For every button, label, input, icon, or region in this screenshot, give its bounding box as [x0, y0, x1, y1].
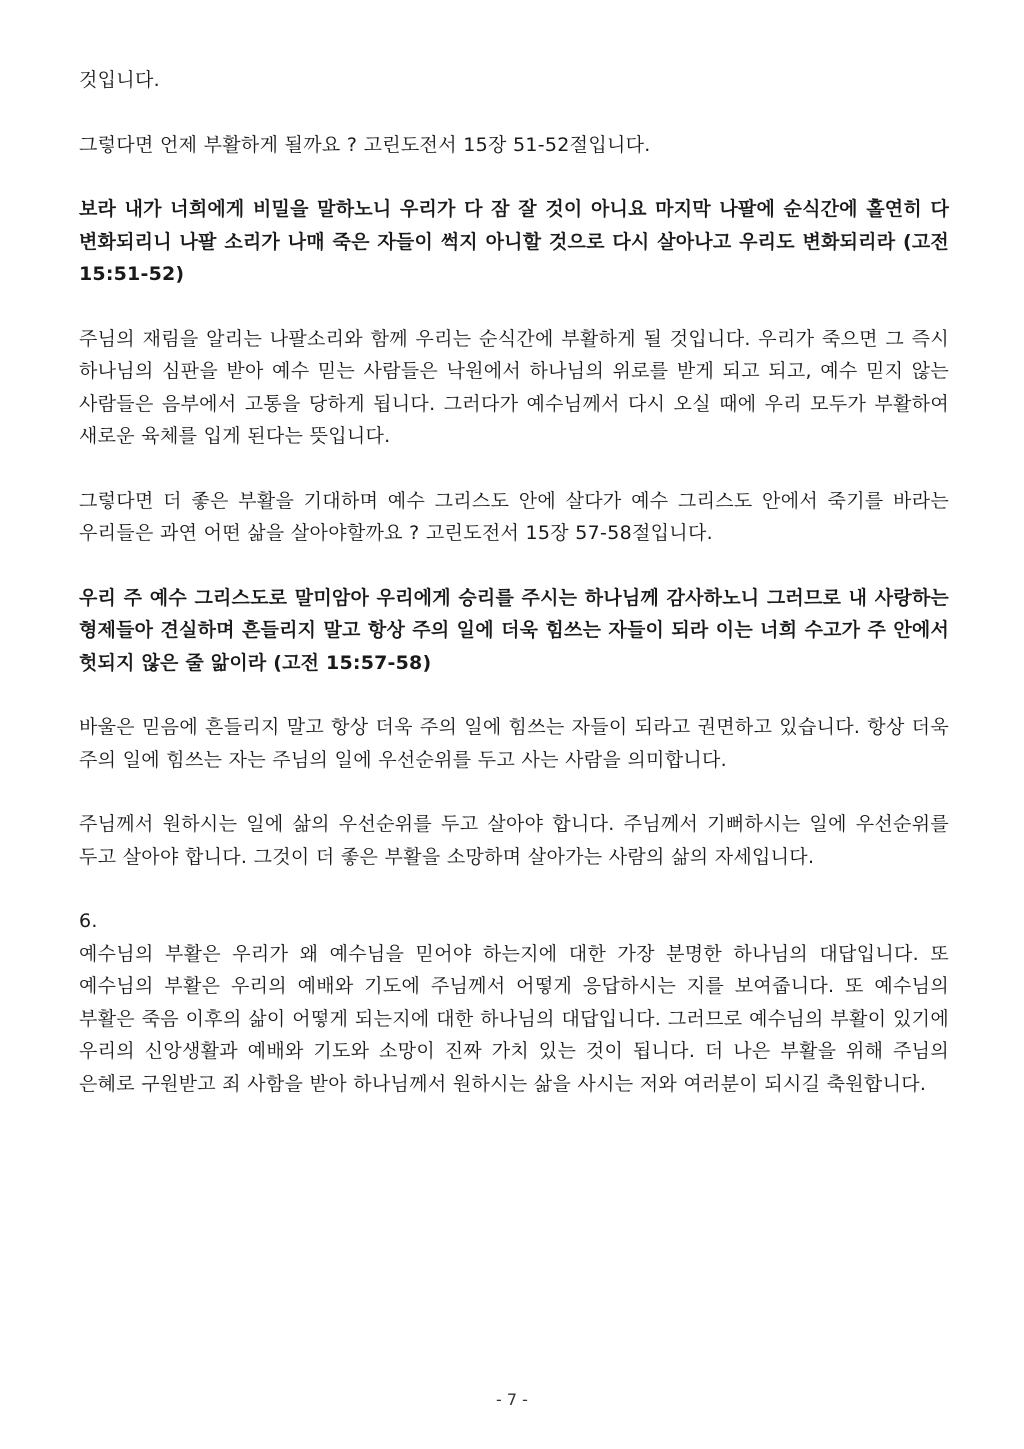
paragraph-question-how-to-live: 그렇다면 더 좋은 부활을 기대하며 예수 그리스도 안에 살다가 예수 그리스도 안에서 죽기를 바라는 우리들은 과연 어떤 삶을 살아야할까요 ? 고린도전서 15장 57-58절입니다. — [79, 489, 949, 544]
paragraph-conclusion: 예수님의 부활은 우리가 왜 예수님을 믿어야 하는지에 대한 가장 분명한 하나님의 대답입니다. 또 예수님의 부활은 우리의 예배와 기도에 주님께서 어떻게 응답하시는 지를 보여줍니다. 또 예수님의 부활은 죽음 이후의 삶이 어떻게 되는지에 대한 하나님의 대답입니다. 그러므로 예수님의 부활이 있기에 우리의 신앙생활과 예배와 기도와 소망이 진짜 가치 있는 것이 됩니다. 더 나은 부활을 위해 주님의 은혜로 구원받고 죄 사함을 받아 하나님께서 원하시는 삶을 사시는 저와 여러분이 되시길 축원합니다. — [79, 942, 949, 1095]
section-number: 6. — [79, 910, 98, 932]
paragraph-second-coming: 주님의 재림을 알리는 나팔소리와 함께 우리는 순식간에 부활하게 될 것입니다. 우리가 죽으면 그 즉시 하나님의 심판을 받아 예수 믿는 사람들은 낙원에서 하나님의 위로를 받게 되고 되고, 예수 믿지 않는 사람들은 음부에서 고통을 당하게 됩니다. 그러다가 예수님께서 다시 오실 때에 우리 모두가 부활하여 새로운 육체를 입게 된다는 뜻입니다. — [79, 327, 949, 447]
scripture-quote-1cor-15-57: 우리 주 예수 그리스도로 말미암아 우리에게 승리를 주시는 하나님께 감사하노니 그러므로 내 사랑하는 형제들아 견실하며 흔들리지 말고 항상 주의 일에 더욱 힘쓰는 자들이 되라 이는 너희 수고가 주 안에서 헛되지 않은 줄 앎이라 (고전 15:57-58) — [79, 586, 949, 674]
paragraph-priorities: 주님께서 원하시는 일에 삶의 우선순위를 두고 살아야 합니다. 주님께서 기뻐하시는 일에 우선순위를 두고 살아야 합니다. 그것이 더 좋은 부활을 소망하며 살아가는 사람의 삶의 자세입니다. — [79, 813, 949, 868]
document-body — [79, 64, 949, 1132]
page-number: - 7 - — [496, 1390, 528, 1409]
paragraph-question-resurrection-time: 그렇다면 언제 부활하게 될까요 ? 고린도전서 15장 51-52절입니다. — [79, 133, 651, 156]
scripture-quote-1cor-15-51: 보라 내가 너희에게 비밀을 말하노니 우리가 다 잠 잘 것이 아니요 마지막 나팔에 순식간에 홀연히 다 변화되리니 나팔 소리가 나매 죽은 자들이 썩지 아니할 것으로 다시 살아나고 우리도 변화되리라 (고전 15:51-52) — [79, 198, 949, 285]
paragraph-continuation: 것입니다. — [79, 69, 160, 91]
paragraph-paul-exhortation: 바울은 믿음에 흔들리지 말고 항상 더욱 주의 일에 힘쓰는 자들이 되라고 권면하고 있습니다. 항상 더욱 주의 일에 힘쓰는 자는 주님의 일에 우선순위를 두고 사는 사람을 의미합니다. — [79, 716, 949, 771]
